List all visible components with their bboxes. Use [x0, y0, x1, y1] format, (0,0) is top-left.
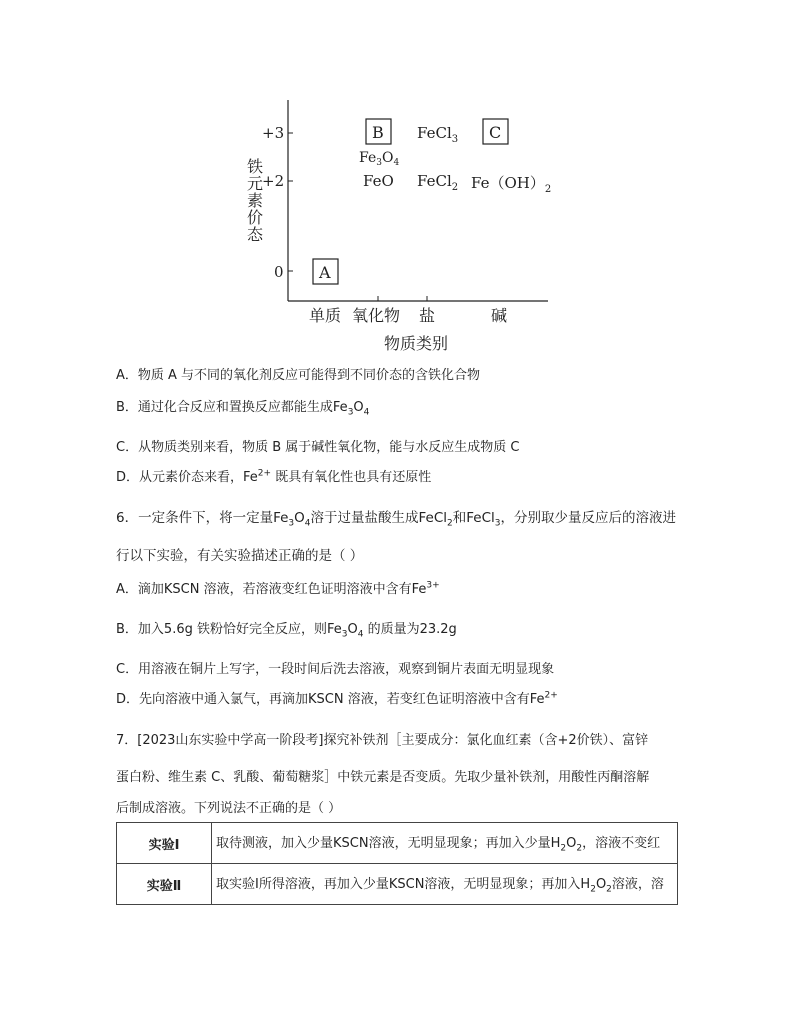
q6-stem-sub4: 3 [494, 518, 501, 529]
q6-stem-part5: ，分别取少量反应后的溶液进 [500, 510, 677, 526]
q7-stem-line1: 7．[2023山东实验中学高一阶段考]探究补铁剂［主要成分：氯化血红素（含+2价铁）、富锌 [116, 733, 649, 748]
q5-option-c: C．从物质类别来看，物质 B 属于碱性氧化物，能与水反应生成物质 C [116, 440, 520, 455]
experiment-table [116, 822, 678, 905]
exp1-o: O [566, 836, 577, 852]
q6-stem-part1: 6．一定条件下，将一定量Fe [116, 510, 289, 526]
formula-feo: FeO [363, 172, 394, 190]
table-row [117, 864, 678, 905]
q5-option-d-tail: 既具有氧化性也具有还原性 [271, 470, 432, 485]
q6-stem-sub1: 3 [288, 518, 295, 529]
x-category-oxide: 氧化物 [352, 306, 401, 325]
q6-option-c: C．用溶液在铜片上写字，一段时间后洗去溶液，观察到铜片表面无明显现象 [116, 662, 555, 677]
q6-stem-line1 [116, 506, 676, 529]
formula-fecl3: FeCl$_3$ [417, 124, 459, 145]
q6-option-d-sup: 2+ [544, 690, 558, 701]
exp1-text: 取待测液，加入少量KSCN溶液，无明显现象；再加入少量H [216, 836, 561, 852]
q6-option-d [116, 688, 558, 707]
y-tick-label-plus2: +2 [262, 172, 285, 190]
q6-option-b-sub2: 4 [357, 629, 364, 640]
q6-stem-part4: 和FeCl [452, 510, 495, 526]
q6-option-a [116, 578, 440, 597]
q6-option-a-sup: 3+ [426, 580, 440, 591]
exp1-tail: ，溶液不变红 [582, 836, 661, 852]
exp2-sub2: 2 [606, 884, 612, 895]
q6-stem-sub2: 4 [304, 518, 311, 529]
q6-option-a-text: A．滴加KSCN 溶液，若溶液变红色证明溶液中含有Fe [116, 582, 427, 597]
x-category-base: 碱 [491, 306, 508, 325]
q6-option-b-o: O [347, 622, 358, 637]
q7-stem-line3: 后制成溶液。下列说法不正确的是（ ） [116, 801, 342, 816]
exp1-sub2: 2 [576, 843, 583, 854]
exp2-tail: 溶液，溶 [611, 877, 664, 893]
box-a-label: A [319, 263, 331, 282]
box-b-label: B [372, 123, 384, 142]
formula-fe3o4: $Fe_3O_4$ [359, 150, 400, 168]
y-tick-label-plus3: +3 [262, 124, 285, 142]
q6-option-b-sub1: 3 [341, 629, 348, 640]
exp2-o: O [595, 877, 607, 893]
x-category-salt: 盐 [419, 306, 436, 325]
q5-option-d-sup: 2+ [257, 468, 272, 479]
q6-stem-part2: O [294, 510, 305, 526]
box-c-label: C [489, 123, 502, 142]
q6-stem-line2: 行以下实验，有关实验描述正确的是（ ） [116, 548, 364, 564]
exp1-sub1: 2 [560, 843, 567, 854]
formula-feoh2: $Fe(OH)_2$ [471, 174, 552, 195]
q5-option-b-sub1: 3 [347, 407, 354, 418]
q6-option-b [116, 618, 457, 640]
q5-option-b-o: O [353, 400, 364, 415]
iron-valence-diagram [0, 0, 794, 360]
experiment-2-label: 实验Ⅱ [117, 864, 212, 905]
q7-stem-line2: 蛋白粉、维生素 C、乳酸、葡萄糖浆］中铁元素是否变质。先取少量补铁剂，用酸性丙酮溶解 [116, 770, 650, 785]
table-row [117, 823, 678, 864]
y-tick-label-zero: 0 [274, 263, 284, 281]
q5-option-b-text: B．通过化合反应和置换反应都能生成Fe [116, 400, 348, 415]
q6-stem-part3: 溶于过量盐酸生成FeCl [310, 510, 448, 526]
q6-stem-sub3: 2 [447, 518, 453, 529]
q5-option-b-sub2: 4 [363, 407, 370, 418]
q6-option-b-tail: 的质量为23.2g [363, 622, 457, 637]
x-axis-label: 物质类别 [384, 334, 449, 353]
q5-option-b [116, 396, 369, 418]
q5-option-d [116, 466, 431, 485]
experiment-1-description [212, 823, 678, 864]
q5-option-d-text: D．从元素价态来看，Fe [116, 470, 258, 485]
q5-option-a: A．物质 A 与不同的氧化剂反应可能得到不同价态的含铁化合物 [116, 368, 481, 383]
exp2-sub1: 2 [590, 884, 596, 895]
q6-option-b-text: B．加入5.6g 铁粉恰好完全反应，则Fe [116, 622, 342, 637]
x-category-element: 单质 [309, 306, 342, 325]
formula-fecl2: FeCl$_2$ [417, 172, 459, 193]
exp2-text: 取实验Ⅰ所得溶液，再加入少量KSCN溶液，无明显现象；再加入H [216, 877, 591, 893]
experiment-2-description [212, 864, 678, 905]
q6-option-d-text: D．先向溶液中通入氯气，再滴加KSCN 溶液，若变红色证明溶液中含有Fe [116, 692, 545, 707]
experiment-1-label: 实验Ⅰ [117, 823, 212, 864]
y-axis-label: 铁元素价态 [244, 158, 264, 243]
